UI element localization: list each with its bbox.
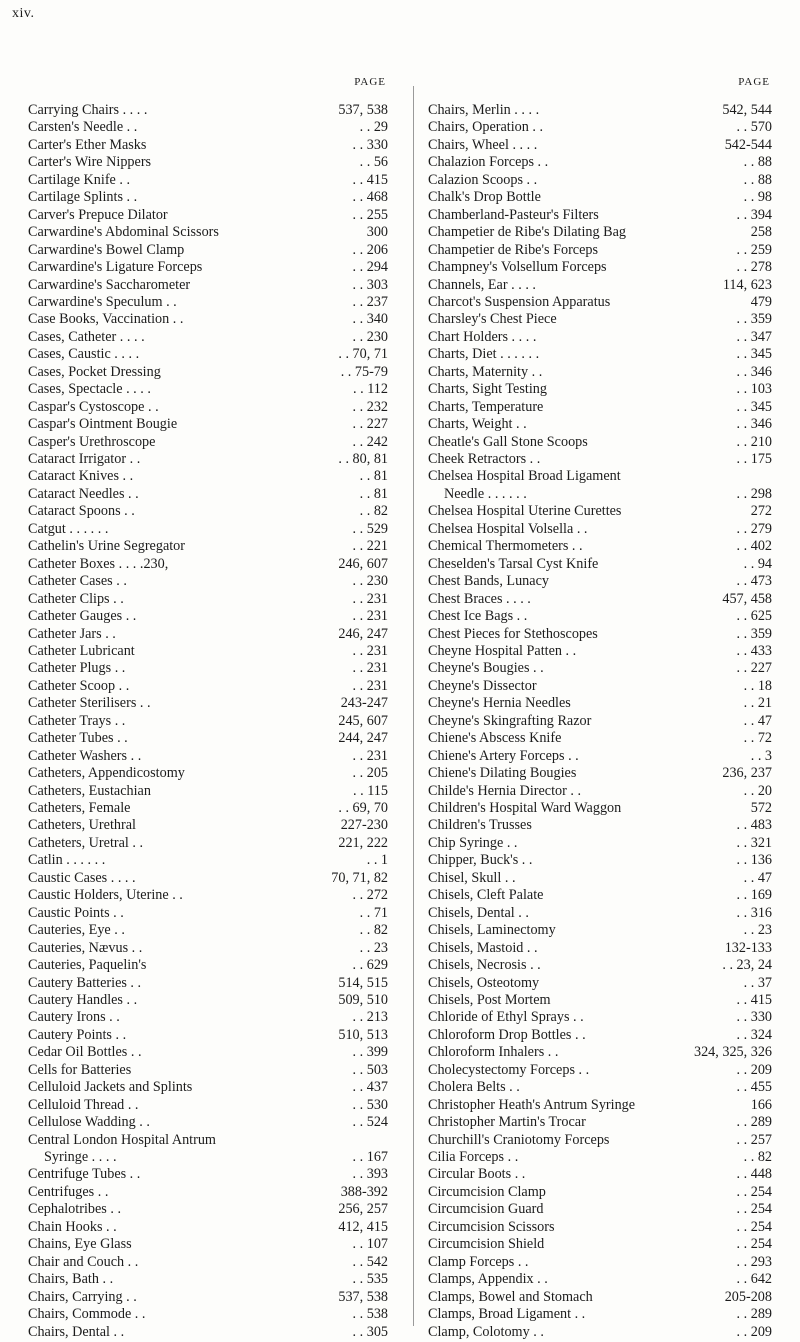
- entry-name: Cases, Spectacle . . . .: [28, 381, 151, 398]
- entry-page: 258: [750, 224, 772, 241]
- entry-name: Carwardine's Ligature Forceps: [28, 259, 203, 276]
- entry-page: . . 115: [353, 782, 388, 799]
- entry-page: . . 209: [736, 1061, 772, 1078]
- entry-page: 388-392: [340, 1183, 388, 1200]
- entry-page: . . 230: [352, 328, 388, 345]
- entry-name: Cautery Irons . .: [28, 1009, 120, 1026]
- entry-name: Carwardine's Abdominal Scissors: [28, 224, 219, 241]
- entry-page: . . 167: [352, 1149, 388, 1165]
- entry-page: 205-208: [724, 1288, 772, 1305]
- entry-name: Chiene's Abscess Knife: [428, 730, 562, 747]
- entry-name: Cheyne's Hernia Needles: [428, 695, 571, 712]
- entry-page: . . 56: [359, 154, 388, 171]
- entry-name: Chest Pieces for Stethoscopes: [428, 625, 598, 642]
- entry-name: Cauteries, Eye . .: [28, 922, 125, 939]
- entry-name: Clamps, Broad Ligament . .: [428, 1306, 586, 1323]
- entry-name: Carwardine's Bowel Clamp: [28, 241, 185, 258]
- entry-page: . . 448: [736, 1166, 772, 1183]
- entry-page: . . 346: [736, 363, 772, 380]
- entry-page: . . 524: [352, 1114, 388, 1131]
- entry-name: Chalazion Forceps . .: [428, 154, 549, 171]
- entry-page: . . 232: [352, 398, 388, 415]
- entry-page: . . 72: [743, 730, 772, 747]
- entry-page: 114, 623: [722, 276, 772, 293]
- entry-name: Celluloid Thread . .: [28, 1096, 139, 1113]
- entry-page: 514, 515: [338, 974, 388, 991]
- entry-name: Catheter Trays . .: [28, 712, 126, 729]
- entry-page: . . 394: [736, 206, 772, 223]
- entry-name: Clamp, Colotomy . .: [428, 1323, 544, 1340]
- entry-page: 70, 71, 82: [331, 869, 388, 886]
- entry-page: . . 272: [352, 887, 388, 904]
- entry-name: Circumcision Guard: [428, 1201, 544, 1218]
- entry-name: Catheters, Uretral . .: [28, 834, 144, 851]
- entry-name: Caspar's Cystoscope . .: [28, 398, 159, 415]
- entry-name: Cathelin's Urine Segregator: [28, 538, 185, 555]
- entry-name: Charts, Sight Testing: [428, 381, 547, 398]
- entry-name: Chains, Eye Glass: [28, 1236, 132, 1253]
- entry-page: . . 98: [743, 189, 772, 206]
- entry-page: 412, 415: [338, 1218, 388, 1235]
- entry-page: . . 278: [736, 259, 772, 276]
- entry-name: Case Books, Vaccination . .: [28, 311, 184, 328]
- entry-page: 227-230: [340, 817, 388, 834]
- entry-name: Cases, Caustic . . . .: [28, 346, 140, 363]
- entry-page: . . 629: [352, 957, 388, 974]
- entry-name: Chairs, Merlin . . . .: [428, 102, 540, 118]
- entry-name: Chipper, Buck's . .: [428, 852, 533, 869]
- entry-name: Catheters, Female: [28, 800, 131, 816]
- entry-name: Children's Trusses: [428, 817, 532, 834]
- entry-page: . . 69, 70: [338, 800, 388, 816]
- entry-page: . . 345: [736, 346, 772, 363]
- entry-name: Cheyne's Dissector: [428, 677, 537, 694]
- entry-name: Charts, Temperature: [428, 398, 544, 415]
- entry-name: Catheter Jars . .: [28, 625, 116, 642]
- entry-page: . . 503: [352, 1061, 388, 1078]
- entry-page: . . 70, 71: [338, 346, 388, 363]
- entry-page: . . 231: [352, 642, 388, 659]
- entry-name: Cedar Oil Bottles . .: [28, 1044, 142, 1061]
- entry-name: Cartilage Knife . .: [28, 171, 131, 188]
- entry-name: Cauteries, Paquelin's: [28, 957, 147, 974]
- entry-name: Circumcision Clamp: [428, 1183, 546, 1200]
- entry-name: Carter's Ether Masks: [28, 136, 147, 153]
- entry-name: Chelsea Hospital Volsella . .: [428, 520, 588, 537]
- entry-name: Catheters, Urethral: [28, 817, 136, 834]
- entry-page: . . 205: [352, 765, 388, 782]
- entry-name: Chisels, Laminectomy: [428, 922, 556, 939]
- entry-page: . . 81: [359, 468, 388, 485]
- entry-name: Cheyne's Skingrafting Razor: [428, 712, 592, 729]
- entry-name: Chest Bands, Lunacy: [428, 573, 549, 590]
- entry-page: 243-247: [340, 695, 388, 712]
- entry-name: Chiene's Dilating Bougies: [428, 765, 577, 782]
- entry-page: 272: [750, 503, 772, 520]
- entry-page: . . 242: [352, 433, 388, 450]
- entry-page: 457, 458: [722, 590, 772, 607]
- entry-page: 300: [366, 224, 388, 241]
- entry-name: Catheter Washers . .: [28, 747, 142, 764]
- entry-name: Cheyne Hospital Patten . .: [428, 642, 577, 659]
- entry-name: Catheter Scoop . .: [28, 677, 130, 694]
- entry-name: Catheter Boxes . . . .230,: [28, 555, 169, 572]
- entry-page: . . 23: [359, 939, 388, 956]
- entry-name: Chalk's Drop Bottle: [428, 189, 541, 206]
- entry-name: Chisels, Mastoid . .: [428, 939, 538, 956]
- entry-page: . . 340: [352, 311, 388, 328]
- entry-page: 245, 607: [338, 712, 388, 729]
- entry-page: . . 231: [352, 660, 388, 677]
- entry-page: . . 347: [736, 328, 772, 345]
- entry-name: Chamberland-Pasteur's Filters: [428, 206, 599, 223]
- entry-page: . . 107: [352, 1236, 388, 1253]
- entry-name: Chloroform Drop Bottles . .: [428, 1026, 586, 1043]
- entry-page: . . 210: [736, 433, 772, 450]
- entry-name: Cheselden's Tarsal Cyst Knife: [428, 555, 599, 572]
- entry-name: Catheter Clips . .: [28, 590, 124, 607]
- entry-name: Needle . . . . . .: [444, 485, 527, 502]
- entry-page: . . 625: [736, 608, 772, 625]
- entry-name: Chiene's Artery Forceps . .: [428, 747, 579, 764]
- entry-page: . . 303: [352, 276, 388, 293]
- entry-page: . . 47: [743, 712, 772, 729]
- entry-page: . . 231: [352, 747, 388, 764]
- entry-page: . . 359: [736, 625, 772, 642]
- entry-page: . . 3: [750, 747, 772, 764]
- entry-name: Chairs, Commode . .: [28, 1306, 146, 1323]
- entry-name: Childe's Hernia Director . .: [428, 782, 582, 799]
- entry-page: 510, 513: [338, 1026, 388, 1043]
- index-entry: [428, 1322, 772, 1342]
- entry-name: Chisels, Necrosis . .: [428, 957, 541, 974]
- entry-name: Carver's Prepuce Dilator: [28, 206, 168, 223]
- entry-name: Chain Hooks . .: [28, 1218, 117, 1235]
- entry-page: . . 345: [736, 398, 772, 415]
- entry-page: . . 535: [352, 1271, 388, 1288]
- entry-name: Catlin . . . . . .: [28, 852, 106, 869]
- entry-page: . . 1: [366, 852, 388, 869]
- entry-name: Catheters, Eustachian: [28, 782, 151, 799]
- entry-page: 324, 325, 326: [693, 1044, 772, 1061]
- entry-name: Cholera Belts . .: [428, 1079, 520, 1096]
- entry-name: Chisels, Dental . .: [428, 904, 529, 921]
- entry-name: Caspar's Ointment Bougie: [28, 416, 178, 433]
- entry-name: Cartilage Splints . .: [28, 189, 138, 206]
- entry-page: . . 433: [736, 642, 772, 659]
- entry-page: . . 359: [736, 311, 772, 328]
- entry-page: . . 399: [352, 1044, 388, 1061]
- entry-name: Champetier de Ribe's Dilating Bag: [428, 224, 626, 241]
- entry-page: . . 254: [736, 1236, 772, 1253]
- entry-name: Chelsea Hospital Uterine Curettes: [428, 503, 622, 520]
- entry-page: . . 21: [743, 695, 772, 712]
- entry-page: . . 206: [352, 241, 388, 258]
- page-column-header: PAGE: [354, 76, 386, 88]
- entry-name: Cataract Spoons . .: [28, 503, 135, 520]
- entry-page: . . 254: [736, 1218, 772, 1235]
- entry-name: Centrifuge Tubes . .: [28, 1166, 141, 1183]
- entry-name: Charts, Maternity . .: [428, 363, 543, 380]
- entry-page: . . 255: [352, 206, 388, 223]
- entry-name: Catheter Gauges . .: [28, 608, 137, 625]
- entry-name: Caustic Holders, Uterine . .: [28, 887, 183, 904]
- entry-page: . . 112: [353, 381, 388, 398]
- entry-page: . . 289: [736, 1306, 772, 1323]
- entry-name: Chisel, Skull . .: [428, 869, 516, 886]
- entry-name: Carwardine's Saccharometer: [28, 276, 191, 293]
- entry-name: Cheatle's Gall Stone Scoops: [428, 433, 588, 450]
- entry-name: Chairs, Carrying . .: [28, 1288, 137, 1305]
- entry-page: 244, 247: [338, 730, 388, 747]
- entry-page: . . 209: [736, 1323, 772, 1340]
- entry-name: Catheter Sterilisers . .: [28, 695, 151, 712]
- entry-name: Chisels, Osteotomy: [428, 974, 540, 991]
- entry-page: . . 437: [352, 1079, 388, 1096]
- entry-name: Clamp Forceps . .: [428, 1253, 529, 1270]
- entry-name: Chip Syringe . .: [428, 834, 518, 851]
- entry-page: . . 393: [352, 1166, 388, 1183]
- entry-name: Circumcision Shield: [428, 1236, 545, 1253]
- entry-name: Channels, Ear . . . .: [428, 276, 536, 293]
- entry-page: . . 483: [736, 817, 772, 834]
- entry-name: Carsten's Needle . .: [28, 119, 138, 136]
- entry-page: . . 305: [352, 1323, 388, 1340]
- entry-name: Catheters, Appendicostomy: [28, 765, 185, 782]
- entry-page: . . 20: [743, 782, 772, 799]
- entry-name: Carwardine's Speculum . .: [28, 293, 177, 310]
- entry-name: Cautery Batteries . .: [28, 974, 142, 991]
- entry-name: Chloride of Ethyl Sprays . .: [428, 1009, 584, 1026]
- entry-name: Charts, Weight . .: [428, 416, 527, 433]
- entry-name: Chloroform Inhalers . .: [428, 1044, 559, 1061]
- entry-name: Cheek Retractors . .: [428, 451, 541, 467]
- entry-name: Syringe . . . .: [44, 1149, 117, 1165]
- index-entry: [28, 1322, 388, 1342]
- entry-page: . . 81: [359, 485, 388, 502]
- entry-name: Clamps, Bowel and Stomach: [428, 1288, 593, 1305]
- entry-page: . . 473: [736, 573, 772, 590]
- entry-page: . . 570: [736, 119, 772, 136]
- entry-name: Churchill's Craniotomy Forceps: [428, 1131, 610, 1148]
- entry-name: Carter's Wire Nippers: [28, 154, 152, 171]
- entry-name: Caustic Points . .: [28, 904, 124, 921]
- entry-name: Cellulose Wadding . .: [28, 1114, 150, 1131]
- entry-page: . . 542: [352, 1253, 388, 1270]
- entry-page: . . 254: [736, 1183, 772, 1200]
- entry-page: 132-133: [724, 939, 772, 956]
- entry-page: . . 136: [736, 852, 772, 869]
- entry-name: Cases, Catheter . . . .: [28, 328, 145, 345]
- entry-page: 509, 510: [338, 991, 388, 1008]
- entry-page: 572: [750, 800, 772, 816]
- entry-page: . . 231: [352, 677, 388, 694]
- entry-name: Chisels, Cleft Palate: [428, 887, 544, 904]
- entry-page: . . 227: [736, 660, 772, 677]
- entry-name: Chisels, Post Mortem: [428, 991, 551, 1008]
- entry-name: Circular Boots . .: [428, 1166, 526, 1183]
- entry-page: . . 455: [736, 1079, 772, 1096]
- entry-page: . . 415: [352, 171, 388, 188]
- entry-page: . . 47: [743, 869, 772, 886]
- entry-page: . . 402: [736, 538, 772, 555]
- entry-name: Caustic Cases . . . .: [28, 869, 136, 886]
- entry-name: Cilia Forceps . .: [428, 1149, 519, 1165]
- page-column-header: PAGE: [738, 76, 770, 88]
- entry-name: Central London Hospital Antrum: [28, 1131, 216, 1148]
- entry-name: Cataract Irrigator . .: [28, 451, 141, 467]
- entry-name: Catheter Cases . .: [28, 573, 127, 590]
- entry-page: . . 324: [736, 1026, 772, 1043]
- entry-name: Charsley's Chest Piece: [428, 311, 557, 328]
- entry-name: Cholecystectomy Forceps . .: [428, 1061, 590, 1078]
- entry-page: . . 254: [736, 1201, 772, 1218]
- entry-name: Chart Holders . . . .: [428, 328, 537, 345]
- entry-page: . . 330: [352, 136, 388, 153]
- entry-page: 542-544: [724, 136, 772, 153]
- entry-name: Chair and Couch . .: [28, 1253, 139, 1270]
- entry-name: Cautery Handles . .: [28, 991, 138, 1008]
- entry-name: Casper's Urethroscope: [28, 433, 156, 450]
- entry-name: Catgut . . . . . .: [28, 520, 109, 537]
- entry-name: Calazion Scoops . .: [428, 171, 538, 188]
- entry-page: . . 82: [359, 922, 388, 939]
- entry-page: . . 169: [736, 887, 772, 904]
- entry-name: Clamps, Appendix . .: [428, 1271, 548, 1288]
- entry-page: . . 23: [743, 922, 772, 939]
- entry-page: . . 530: [352, 1096, 388, 1113]
- entry-name: Cauteries, Nævus . .: [28, 939, 143, 956]
- entry-page: . . 330: [736, 1009, 772, 1026]
- entry-page: . . 259: [736, 241, 772, 258]
- entry-name: Cheyne's Bougies . .: [428, 660, 544, 677]
- page-number: xiv.: [12, 6, 35, 21]
- entry-page: . . 82: [743, 1149, 772, 1165]
- entry-page: . . 415: [736, 991, 772, 1008]
- entry-page: . . 29: [359, 119, 388, 136]
- entry-page: 246, 247: [338, 625, 388, 642]
- entry-name: Cautery Points . .: [28, 1026, 127, 1043]
- entry-name: Chairs, Bath . .: [28, 1271, 114, 1288]
- entry-page: . . 293: [736, 1253, 772, 1270]
- entry-name: Chest Ice Bags . .: [428, 608, 528, 625]
- entry-name: Chairs, Wheel . . . .: [428, 136, 538, 153]
- entry-page: . . 316: [736, 904, 772, 921]
- entry-page: 537, 538: [338, 1288, 388, 1305]
- entry-page: . . 103: [736, 381, 772, 398]
- entry-name: Charcot's Suspension Apparatus: [428, 293, 611, 310]
- entry-name: Circumcision Scissors: [428, 1218, 555, 1235]
- entry-name: Chelsea Hospital Broad Ligament: [428, 468, 621, 485]
- entry-name: Children's Hospital Ward Waggon: [428, 800, 622, 816]
- entry-name: Chest Braces . . . .: [428, 590, 531, 607]
- entry-page: . . 289: [736, 1114, 772, 1131]
- entry-page: . . 175: [736, 451, 772, 467]
- entry-page: . . 230: [352, 573, 388, 590]
- entry-page: . . 88: [743, 154, 772, 171]
- entry-name: Cells for Batteries: [28, 1061, 132, 1078]
- entry-name: Chairs, Operation . .: [428, 119, 544, 136]
- entry-name: Champney's Volsellum Forceps: [428, 259, 607, 276]
- entry-page: . . 298: [736, 485, 772, 502]
- entry-page: . . 468: [352, 189, 388, 206]
- entry-name: Cataract Knives . .: [28, 468, 134, 485]
- entry-name: Cataract Needles . .: [28, 485, 139, 502]
- entry-page: . . 231: [352, 608, 388, 625]
- entry-page: 246, 607: [338, 555, 388, 572]
- entry-page: . . 257: [736, 1131, 772, 1148]
- entry-page: . . 321: [736, 834, 772, 851]
- entry-name: Christopher Martin's Trocar: [428, 1114, 586, 1131]
- entry-page: . . 529: [352, 520, 388, 537]
- entry-page: . . 82: [359, 503, 388, 520]
- entry-page: . . 237: [352, 293, 388, 310]
- entry-page: . . 71: [359, 904, 388, 921]
- entry-page: 166: [750, 1096, 772, 1113]
- entry-page: 221, 222: [338, 834, 388, 851]
- entry-page: . . 538: [352, 1306, 388, 1323]
- entry-page: . . 294: [352, 259, 388, 276]
- entry-page: . . 18: [743, 677, 772, 694]
- entry-page: . . 37: [743, 974, 772, 991]
- entry-name: Carrying Chairs . . . .: [28, 102, 148, 118]
- entry-name: Centrifuges . .: [28, 1183, 109, 1200]
- entry-page: 256, 257: [338, 1201, 388, 1218]
- entry-page: 479: [750, 293, 772, 310]
- entry-page: . . 75-79: [340, 363, 388, 380]
- entry-page: . . 279: [736, 520, 772, 537]
- entry-name: Catheter Plugs . .: [28, 660, 126, 677]
- entry-page: 537, 538: [338, 102, 388, 118]
- entry-page: . . 94: [743, 555, 772, 572]
- entry-name: Charts, Diet . . . . . .: [428, 346, 540, 363]
- entry-name: Chairs, Dental . .: [28, 1323, 125, 1340]
- entry-page: . . 642: [736, 1271, 772, 1288]
- entry-page: . . 80, 81: [338, 451, 388, 467]
- entry-name: Chemical Thermometers . .: [428, 538, 583, 555]
- entry-name: Cases, Pocket Dressing: [28, 363, 161, 380]
- entry-page: . . 227: [352, 416, 388, 433]
- entry-page: . . 88: [743, 171, 772, 188]
- entry-page: . . 213: [352, 1009, 388, 1026]
- entry-page: 236, 237: [722, 765, 772, 782]
- column-divider: [413, 86, 414, 1326]
- entry-name: Catheter Lubricant: [28, 642, 135, 659]
- entry-name: Catheter Tubes . .: [28, 730, 128, 747]
- entry-page: . . 221: [352, 538, 388, 555]
- entry-name: Christopher Heath's Antrum Syringe: [428, 1096, 636, 1113]
- entry-page: . . 23, 24: [722, 957, 772, 974]
- entry-page: 542, 544: [722, 102, 772, 118]
- entry-name: Cephalotribes . .: [28, 1201, 121, 1218]
- entry-page: . . 346: [736, 416, 772, 433]
- entry-name: Celluloid Jackets and Splints: [28, 1079, 193, 1096]
- entry-page: . . 231: [352, 590, 388, 607]
- entry-name: Champetier de Ribe's Forceps: [428, 241, 599, 258]
